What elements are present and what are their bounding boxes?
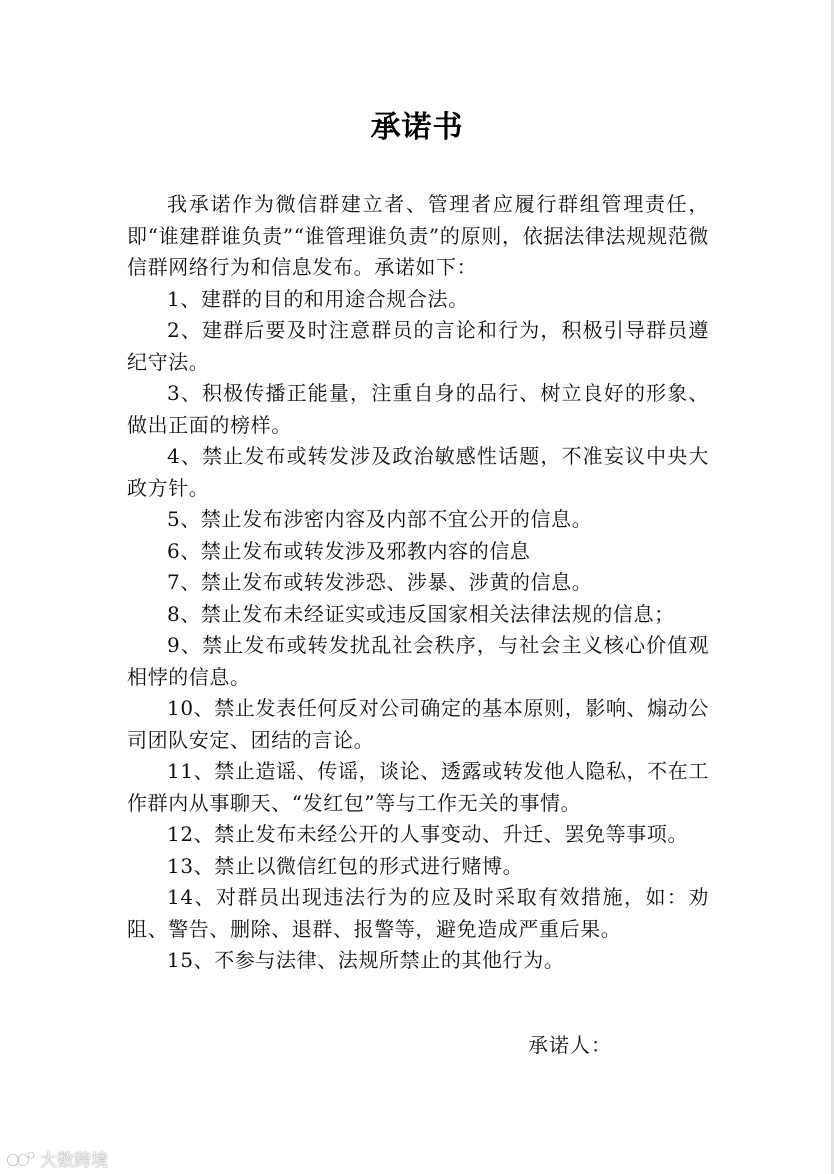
- commitment-item-15: 15、不参与法律、法规所禁止的其他行为。: [167, 948, 565, 972]
- signature-label: 承诺人：: [528, 1033, 612, 1057]
- commitment-item-14: 14、对群员出现违法行为的应及时采取有效措施，如：劝阻、警告、删除、退群、报警等，避免造成严重后果。: [127, 885, 709, 941]
- commitment-item-13: 13、禁止以微信红包的形式进行赌博。: [167, 853, 524, 878]
- commitment-item-6: 6、禁止发布或转发涉及邪教内容的信息: [167, 538, 531, 563]
- document-body: [127, 189, 709, 977]
- commitment-item-4: 4、禁止发布或转发涉及政治敏感性话题，不准妄议中央大政方针。: [127, 444, 709, 500]
- commitment-item-9: 9、禁止发布或转发扰乱社会秩序，与社会主义核心价值观相悖的信息。: [127, 633, 709, 689]
- commitment-item-11: 11、禁止造谣、传谣，谈论、透露或转发他人隐私，不在工作群内从事聊天、“发红包”等与工作无关的事情。: [127, 759, 709, 815]
- commitment-item-8: 8、禁止发布未经证实或违反国家相关法律法规的信息；: [167, 601, 675, 626]
- document-title: 承诺书: [370, 110, 464, 145]
- commitment-item-5: 5、禁止发布涉密内容及内部不宜公开的信息。: [167, 507, 593, 531]
- brand-logo-icon: [6, 1150, 36, 1168]
- watermark: [6, 1146, 108, 1171]
- commitment-item-1: 1、建群的目的和用途合规合法。: [167, 286, 469, 311]
- watermark-text: 大数跨境: [40, 1151, 108, 1171]
- commitment-item-10: 10、禁止发表任何反对公司确定的基本原则，影响、煽动公司团队安定、团结的言论。: [127, 696, 709, 752]
- intro-paragraph: 我承诺作为微信群建立者、管理者应履行群组管理责任，即“谁建群谁负责”“谁管理谁负责”的原则，依据法律法规规范微信群网络行为和信息发布。承诺如下：: [127, 192, 709, 279]
- commitment-item-12: 12、禁止发布未经公开的人事变动、升迁、罢免等事项。: [167, 822, 689, 846]
- commitment-item-3: 3、积极传播正能量，注重自身的品行、树立良好的形象、做出正面的榜样。: [127, 381, 709, 437]
- commitment-item-2: 2、建群后要及时注意群员的言论和行为，积极引导群员遵纪守法。: [127, 318, 709, 374]
- commitment-item-7: 7、禁止发布或转发涉恐、涉暴、涉黄的信息。: [167, 570, 593, 594]
